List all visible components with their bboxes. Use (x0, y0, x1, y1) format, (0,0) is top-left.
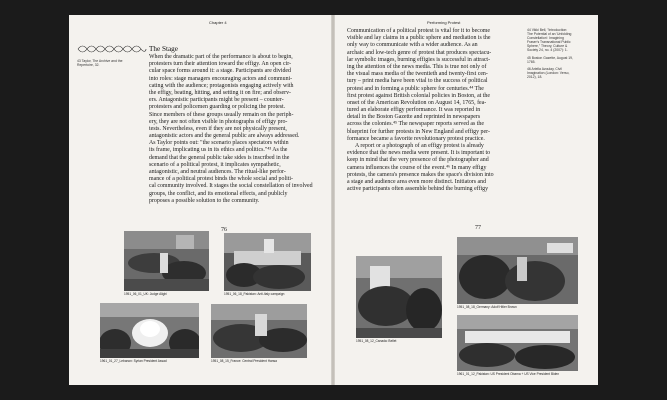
sidenote-line: The Potential of an 'Unfolding (527, 32, 572, 37)
body-line: protests, the camera's presence makes the space's division into (347, 171, 494, 178)
photo-france-procession (211, 304, 307, 358)
page-number-left: 76 (221, 227, 227, 233)
sidenote (527, 56, 595, 64)
sidenote-line: Imagination (London: Verso, (527, 70, 570, 75)
body-line: archaic and low-tech genre of protest that produces spectacu- (347, 49, 492, 56)
body-line: the visual mass media of the twentieth and twenty-first cen- (347, 71, 488, 78)
photo-caption: 1961_01_12_Pakistan: US President Obama + US Vice President Biden (457, 372, 560, 376)
body-line: the effigy, beating, hitting, and setting it on fire; and observ- (149, 89, 291, 96)
body-line: blueprint for further protests in New England and effigy per- (347, 128, 490, 135)
body-line: into roles: stage managers encouraging actors and communi- (149, 75, 293, 82)
sidenote-line: 43 Taylor, The Archive and the (77, 59, 123, 63)
body-line: a stage and audience area even more distinct. Initiators and (347, 178, 487, 185)
body-line: tests. Nevertheless, even if they are not physically present, (149, 125, 287, 132)
sidenote-line: 46 Ariella Azoulay, Civil (527, 66, 562, 71)
body-line: proposes a possible solution to the community. (149, 197, 260, 204)
body-line: Communication of a political protest is vital for it to become (347, 28, 490, 34)
photo-uk-judge (124, 231, 209, 291)
left-page (69, 15, 331, 385)
sidenote-line: Fraser's Transnational Public (527, 40, 571, 45)
sidenote-line: 44 Vikki Bell, "Introduction: (527, 28, 568, 32)
photo-germany-hitler (457, 237, 578, 304)
decorative-knot-ornament (77, 45, 147, 53)
body-line: evidence that the news media were present. It is important to (347, 150, 491, 157)
body-line: cating with the audience; protagonists engaging actively with (149, 82, 294, 89)
body-text-right (347, 28, 519, 193)
body-line: tury – print media have been vital to the success of political (347, 78, 488, 85)
body-text-left (149, 54, 325, 205)
body-line: across the colonies.⁴⁵ The newspaper reports served as the (347, 121, 484, 128)
body-line: detail in the Boston Gazette and reprinted in newspapers (347, 114, 481, 121)
photo-caption: 1951_06_18_Pakistan: Anti-Italy campaign (224, 292, 285, 296)
body-line: groups, the conflict, and its emotional effects, and publicly (149, 190, 288, 197)
body-line: its frame, implicating us in its ethics and politics."⁴³ As the (149, 147, 288, 154)
body-line: first protest against British colonial policies in Boston, at the (347, 92, 490, 99)
sidenote-line: Society 24, no. 4 (2007): 1. (527, 48, 568, 53)
body-line: Since members of these groups usually remain on the periph- (149, 111, 294, 118)
book-spread (69, 15, 598, 385)
body-line: protest and in forming a public sphere for centuries.⁴⁴ The (347, 85, 484, 92)
body-line: camera influences the course of the event.⁴⁶ In many effigy (347, 164, 487, 171)
sidenote (527, 67, 595, 79)
right-page (335, 15, 598, 385)
photo-caption: 1951_06_01_UK: Judge Alighi (124, 292, 167, 296)
running-head-left: Chapter 4 (209, 20, 227, 25)
section-heading: The Stage (149, 45, 178, 53)
body-line: antagonistic, and neutral audiences. The ritual-like perfor- (149, 169, 286, 175)
body-line: ers. Antagonistic participants might be present – counter- (149, 97, 284, 104)
sidenotes-right (527, 28, 595, 82)
photo-caption: 1951_08_18_Germany: Adolf Hitler Brown (457, 305, 517, 309)
body-line: protesters and policemen guarding or policing the protest. (149, 104, 286, 111)
photo-canada (356, 256, 442, 338)
body-line: scenario of a political protest, it implicates sympathetic, (149, 161, 281, 168)
photo-pakistan-campaign (224, 233, 311, 291)
body-line: antagonistic actors and the general public are always addressed. (149, 133, 300, 140)
sidenote-43 (77, 59, 145, 67)
body-line: only way to communicate with a wider audience. As an (347, 42, 478, 49)
body-line: A report or a photograph of an effigy protest is already (355, 143, 484, 149)
sidenote-line: Constellation': Imagining (527, 36, 564, 41)
photo-lebanon-assad (100, 303, 199, 358)
body-line: onset of the American Revolution on August 14, 1765, fea- (347, 99, 487, 106)
photo-pakistan-obama (457, 315, 578, 371)
body-line: active participants often assemble behind the burning effigy (347, 186, 489, 193)
sidenote (527, 28, 595, 53)
sidenote-line: 2012), 18. (527, 74, 543, 79)
body-line: cal community involved. It stages the social constellation of involved (149, 183, 313, 190)
body-line: keep in mind that the very presence of the photographer and (347, 157, 489, 164)
body-line: lar symbolic images, burning effigies is successful in attract- (347, 56, 491, 63)
body-line: visible and lay claims in a public sphere and mediation is the (347, 35, 491, 42)
body-line: formance became a favorite revolutionary protest practice. (347, 135, 485, 142)
body-line: demand that the general public take sides is inscribed in the (149, 154, 290, 161)
sidenote-line: Sphere," Theory, Culture & (527, 44, 568, 49)
body-line: ery, they are not often visible in photographs of effigy pro- (149, 118, 288, 125)
body-line: When the dramatic part of the performance is about to begin, (149, 54, 293, 60)
page-number-right: 77 (475, 225, 481, 231)
photo-caption: 1961_01_27_Lebanon: Syrian President Assad (100, 359, 167, 363)
sidenote-line: Repertoire, 32. (77, 63, 100, 68)
photo-caption: 1951_08_12_Canada: Bellet (356, 339, 397, 343)
photo-caption: 1951_08_15_France: Central President Hansa (211, 359, 277, 363)
running-head-right: Performing Protest (427, 20, 461, 25)
sidenote-line: 1765. (527, 59, 536, 64)
sidenote-line: 45 Boston Gazette, August 19, (527, 55, 573, 60)
body-line: tured an elaborate effigy performance. It was reported in (347, 107, 481, 114)
body-line: mance of a political protest binds the whole social and politi- (149, 176, 293, 183)
paragraph (347, 143, 519, 193)
body-line: ing the attention of the news media. This is true not only of (347, 63, 487, 70)
body-line: protesters turn their attention toward the effigy. An open cir- (149, 61, 292, 68)
body-line: As Taylor points out: "the scenario places spectators within (149, 140, 289, 147)
body-line: cular space forms around it: a stage. Participants are divided (149, 68, 291, 75)
